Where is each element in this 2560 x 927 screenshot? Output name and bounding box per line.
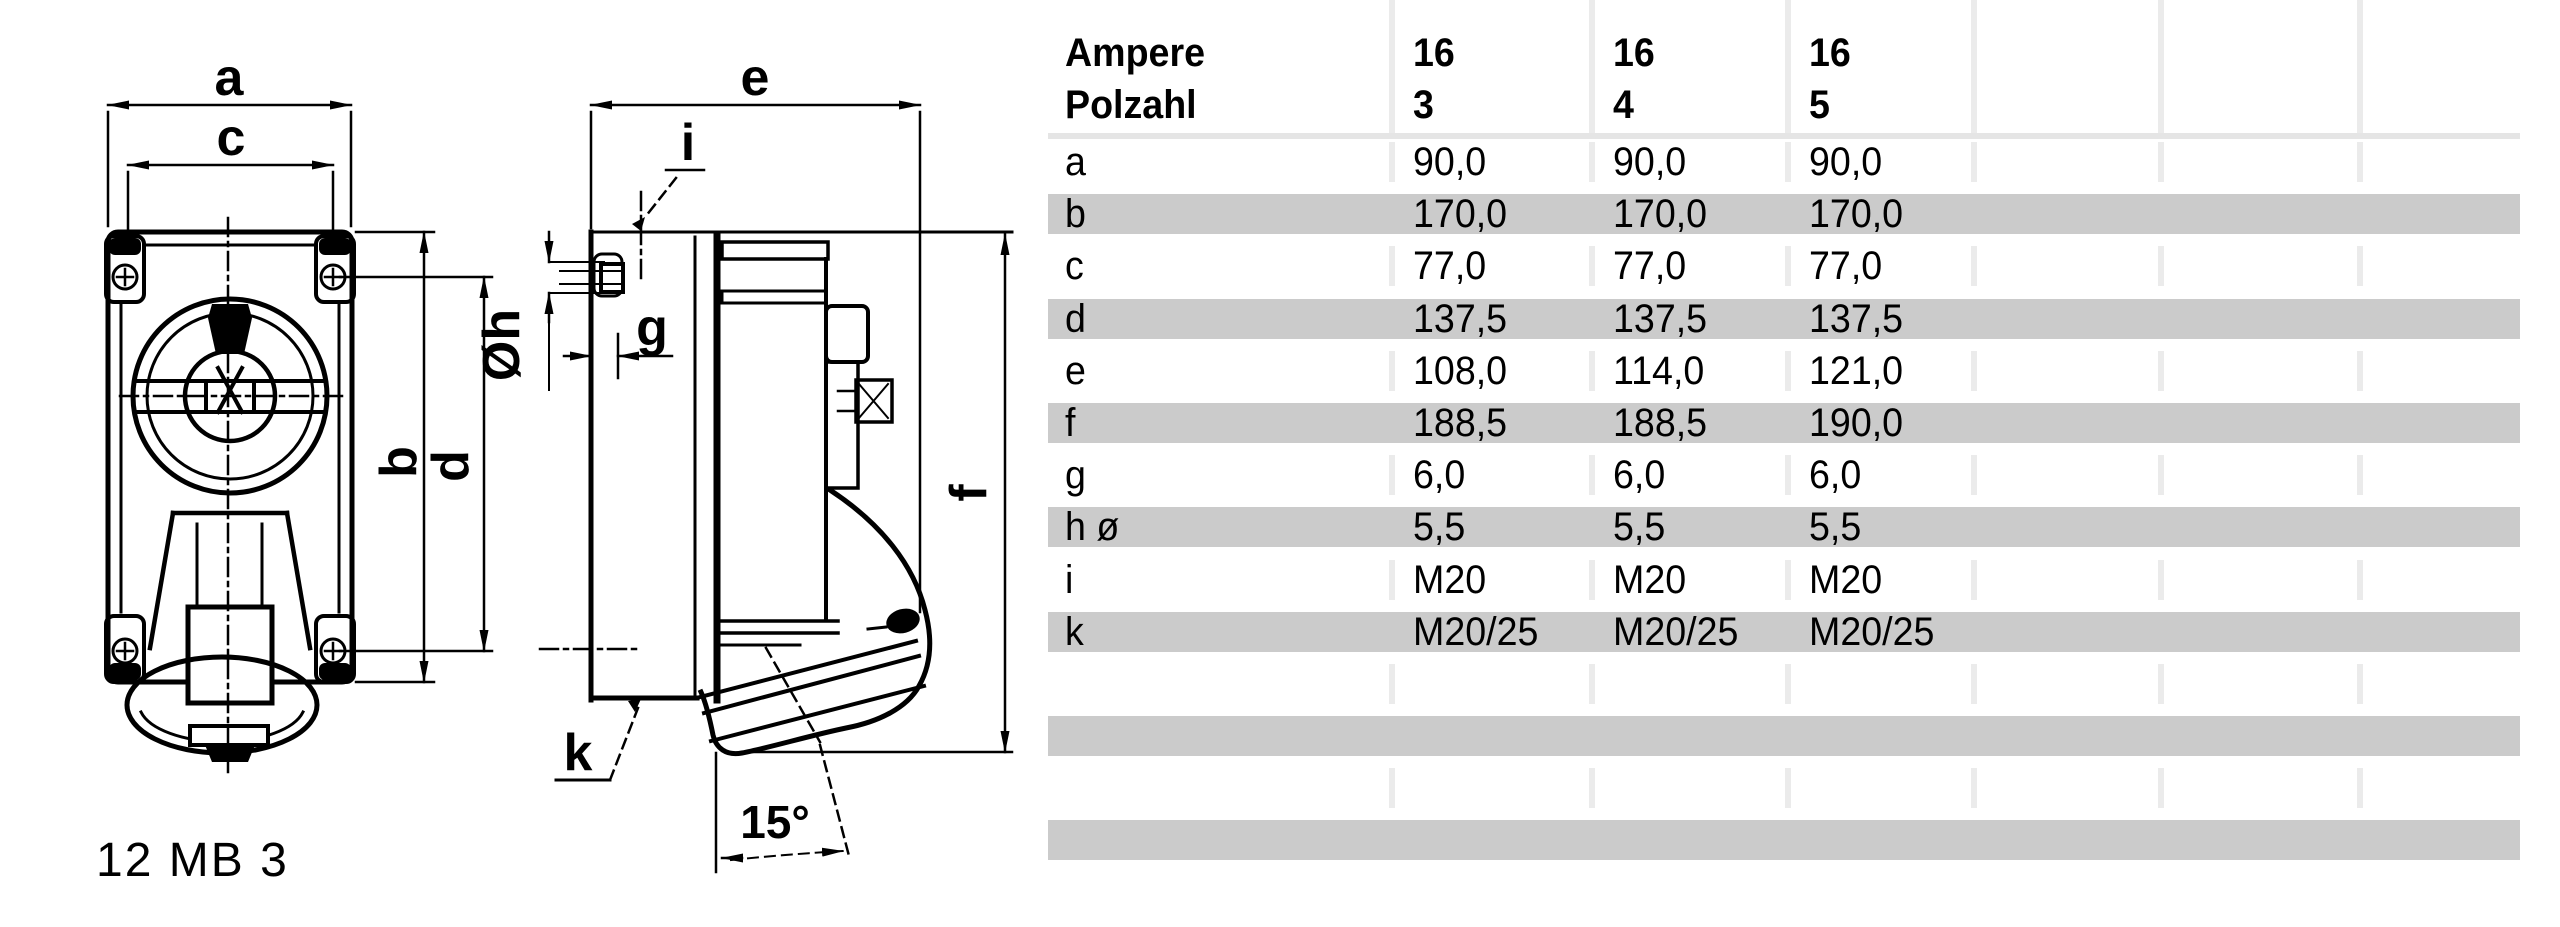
technical-drawing (0, 0, 1048, 927)
row-value: 90,0 (1413, 140, 1487, 184)
header-polzahl-label: Polzahl (1065, 83, 1197, 127)
corner-screw-bl (106, 616, 144, 682)
table-row (1048, 348, 2520, 393)
row-value: 121,0 (1809, 348, 1904, 393)
dim-label-c: c (216, 109, 246, 167)
row-value: 5,5 (1613, 505, 1666, 550)
amps-value: 16 (1809, 31, 1851, 75)
table-row (1048, 142, 2520, 182)
row-value: M20 (1413, 557, 1487, 602)
amps-value: 16 (1613, 31, 1655, 75)
table-rows (1048, 142, 2520, 860)
dim-label-d: d (422, 450, 480, 482)
row-value: M20 (1613, 557, 1687, 602)
row-value: 188,5 (1613, 400, 1708, 445)
enclosure-body (718, 242, 838, 645)
row-dimension-letter: i (1065, 557, 1074, 602)
lid-hinge (826, 306, 892, 488)
row-value: 5,5 (1413, 505, 1466, 550)
table-row (1048, 192, 2520, 237)
header-col-3 (1785, 0, 1971, 133)
row-value: 137,5 (1413, 296, 1508, 341)
row-value: 188,5 (1413, 400, 1508, 445)
row-value: 137,5 (1809, 296, 1904, 341)
row-value: 5,5 (1809, 505, 1862, 550)
table-row (1048, 505, 2520, 550)
header-col-4 (1971, 0, 2158, 133)
row-value: 108,0 (1413, 348, 1508, 393)
row-dimension-letter: k (1065, 609, 1084, 654)
row-dimension-letter: h ø (1065, 505, 1120, 550)
row-value: 170,0 (1809, 192, 1904, 237)
dim-label-k: k (563, 724, 593, 782)
poles-value: 4 (1613, 83, 1634, 127)
row-value: 6,0 (1809, 453, 1862, 498)
row-dimension-letter: c (1065, 244, 1084, 289)
table-row (1048, 400, 2520, 445)
table-row (1048, 820, 2520, 860)
header-rule (1048, 133, 2520, 139)
row-dimension-letter: d (1065, 296, 1086, 341)
amps-value: 16 (1413, 31, 1455, 75)
dim-label-a: a (214, 49, 244, 107)
table-row (1048, 296, 2520, 341)
row-dimension-letter: e (1065, 348, 1086, 393)
dimension-i-leader (632, 170, 704, 284)
row-value: 170,0 (1413, 192, 1508, 237)
dim-label-g: g (636, 299, 668, 357)
socket-funnel (150, 513, 310, 703)
row-value: M20/25 (1809, 609, 1935, 654)
table-row (1048, 768, 2520, 808)
table-row (1048, 716, 2520, 756)
header-col-1 (1389, 0, 1589, 133)
dim-label-angle: 15° (740, 796, 810, 848)
row-value: M20 (1809, 557, 1883, 602)
dim-label-e: e (740, 49, 770, 107)
table-row (1048, 609, 2520, 654)
row-value: 170,0 (1613, 192, 1708, 237)
row-value: 77,0 (1809, 244, 1883, 289)
table-row (1048, 244, 2520, 289)
dim-label-f: f (940, 484, 998, 502)
header-col-2 (1589, 0, 1785, 133)
row-dimension-letter: b (1065, 192, 1086, 237)
header-label-cell (1048, 0, 1389, 133)
row-value: 6,0 (1613, 453, 1666, 498)
row-value: 77,0 (1413, 244, 1487, 289)
row-value: 6,0 (1413, 453, 1466, 498)
row-value: M20/25 (1413, 609, 1539, 654)
model-number: 12 MB 3 (96, 834, 289, 887)
row-dimension-letter: a (1065, 140, 1086, 184)
dimension-e (591, 105, 920, 612)
front-view (106, 105, 492, 772)
dim-label-i: i (680, 114, 696, 172)
row-dimension-letter: f (1065, 400, 1076, 445)
dimension-table (1048, 0, 2520, 873)
row-value: 90,0 (1613, 140, 1687, 184)
poles-value: 3 (1413, 83, 1434, 127)
row-value: 137,5 (1613, 296, 1708, 341)
poles-value: 5 (1809, 83, 1830, 127)
dim-label-b: b (370, 446, 428, 478)
row-dimension-letter: g (1065, 453, 1086, 498)
row-value: 77,0 (1613, 244, 1687, 289)
dim-label-dia-h: Øh (473, 308, 531, 382)
header-ampere-label: Ampere (1065, 31, 1206, 75)
table-row (1048, 664, 2520, 704)
row-value: 114,0 (1613, 348, 1705, 393)
corner-screw-br (316, 616, 354, 682)
table-row (1048, 453, 2520, 498)
socket-dimension-diagram (0, 0, 1048, 927)
header-col-6 (2357, 0, 2520, 133)
row-value: M20/25 (1613, 609, 1739, 654)
row-value: 90,0 (1809, 140, 1883, 184)
corner-screw-tl (106, 236, 144, 302)
header-col-5 (2158, 0, 2357, 133)
row-value: 190,0 (1809, 400, 1904, 445)
table-row (1048, 557, 2520, 602)
corner-screw-tr (316, 236, 354, 302)
table-header (1048, 0, 2520, 133)
